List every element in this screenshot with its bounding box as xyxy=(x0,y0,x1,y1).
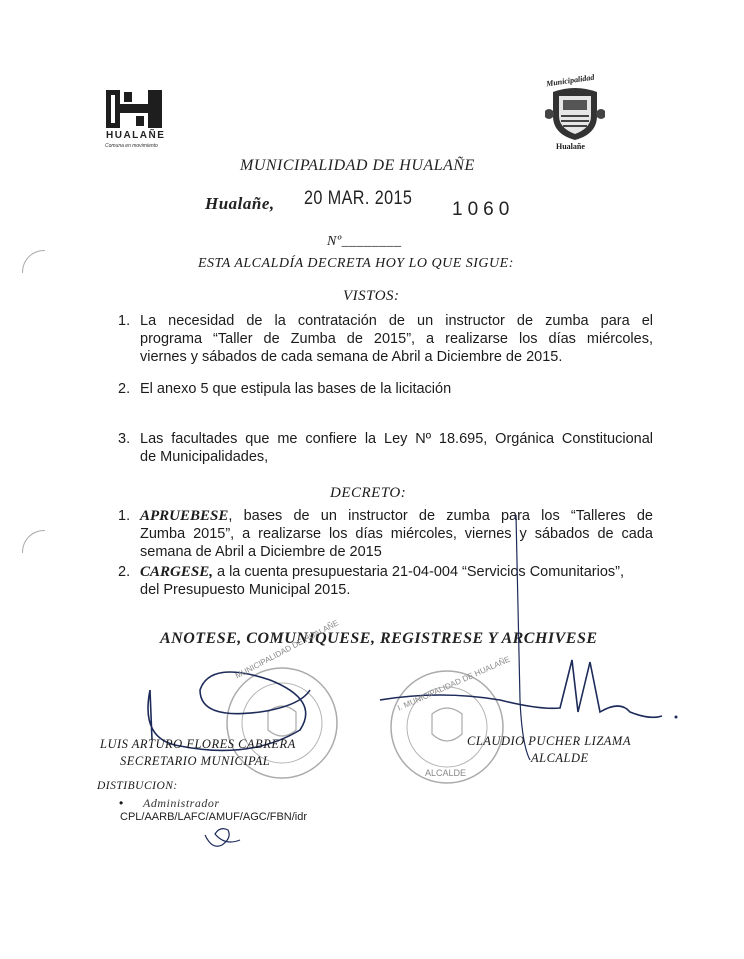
text-line: viernes y sábados de cada semana de Abril a Diciembre de 2015. xyxy=(140,349,563,365)
hualane-logo xyxy=(100,86,170,150)
distribution-heading: DISTIBUCION: xyxy=(97,780,178,792)
text-line: El anexo 5 que estipula las bases de la licitación xyxy=(140,381,452,397)
closing-line: ANOTESE, COMUNIQUESE, REGISTRESE Y ARCHIVESE xyxy=(160,630,598,647)
cargese-keyword: CARGESE, xyxy=(140,564,213,580)
item-number: 1. xyxy=(118,313,131,329)
text-line xyxy=(140,563,653,581)
apruebese-keyword: APRUEBESE xyxy=(140,508,229,524)
right-signature-icon xyxy=(380,660,662,717)
text-line: de Municipalidades, xyxy=(140,449,269,465)
text-line: del Presupuesto Municipal 2015. xyxy=(140,582,351,598)
item-number: 1. xyxy=(118,508,131,524)
text-line: La necesidad de la contratación de un instructor de zumba para el xyxy=(140,313,653,329)
punch-hole-mark-top xyxy=(22,250,45,273)
item-number: 3. xyxy=(118,431,131,447)
seal-top-text: Municipalidad xyxy=(545,72,595,89)
logo-tagline: Comuna en movimiento xyxy=(105,143,158,149)
mayor-title: ALCALDE xyxy=(531,751,589,765)
text-line: programa “Taller de Zumba de 2015”, a realizarse los días miércoles, xyxy=(140,331,653,347)
secretary-name: LUIS ARTURO FLORES CABRERA xyxy=(100,737,296,751)
left-stamp-text: MUNICIPALIDAD DE HUALAÑE xyxy=(233,618,341,681)
intro-line: ESTA ALCALDÍA DECRETA HOY LO QUE SIGUE: xyxy=(198,256,514,271)
distribution-initials: CPL/AARB/LAFC/AMUF/AGC/FBN/idr xyxy=(120,811,308,823)
vistos-item-1 xyxy=(118,312,653,368)
page-title: MUNICIPALIDAD DE HUALAÑE xyxy=(240,157,475,174)
decreto-heading: DECRETO: xyxy=(330,485,407,501)
text-fragment: a la cuenta presupuestaria 21-04-004 “Servicios Comunitarios”, xyxy=(212,564,624,580)
date-stamp: 20 MAR. 2015 xyxy=(304,188,413,209)
numero-label: Nº________ xyxy=(327,234,402,249)
municipal-seal xyxy=(540,72,610,154)
decree-number-stamp: 1060 xyxy=(452,199,515,220)
text-line: semana de Abril a Diciembre de 2015 xyxy=(140,544,382,560)
hualane-h-logo-icon xyxy=(104,88,164,130)
text-line xyxy=(140,507,653,525)
distribution-bullet: • xyxy=(119,796,124,810)
item-number: 2. xyxy=(118,564,131,580)
mayor-name: CLAUDIO PUCHER LIZAMA xyxy=(467,734,631,748)
item-number: 2. xyxy=(118,381,131,397)
logo-name: HUALAÑE xyxy=(106,130,166,141)
distribution-item: Administrador xyxy=(143,796,220,810)
initials-flourish-icon xyxy=(205,829,240,847)
right-stamp-top-text: I. MUNICIPALIDAD DE HUALAÑE xyxy=(396,654,512,713)
text-fragment: , bases de un instructor de zumba para los “Talleres de xyxy=(228,508,653,524)
place-label: Hualañe, xyxy=(205,194,275,213)
seal-bottom-text: Hualañe xyxy=(556,142,585,151)
punch-hole-mark-bottom xyxy=(22,530,45,553)
right-stamp-bottom-text: ALCALDE xyxy=(425,768,467,778)
vistos-heading: VISTOS: xyxy=(343,288,400,304)
secretary-title: SECRETARIO MUNICIPAL xyxy=(120,754,271,768)
text-line: Las facultades que me confiere la Ley Nº 18.695, Orgánica Constitucional xyxy=(140,431,653,447)
coat-of-arms-icon xyxy=(545,86,605,142)
text-line: Zumba 2015”, a realizarse los días miércoles, viernes y sábados de cada xyxy=(140,526,653,542)
